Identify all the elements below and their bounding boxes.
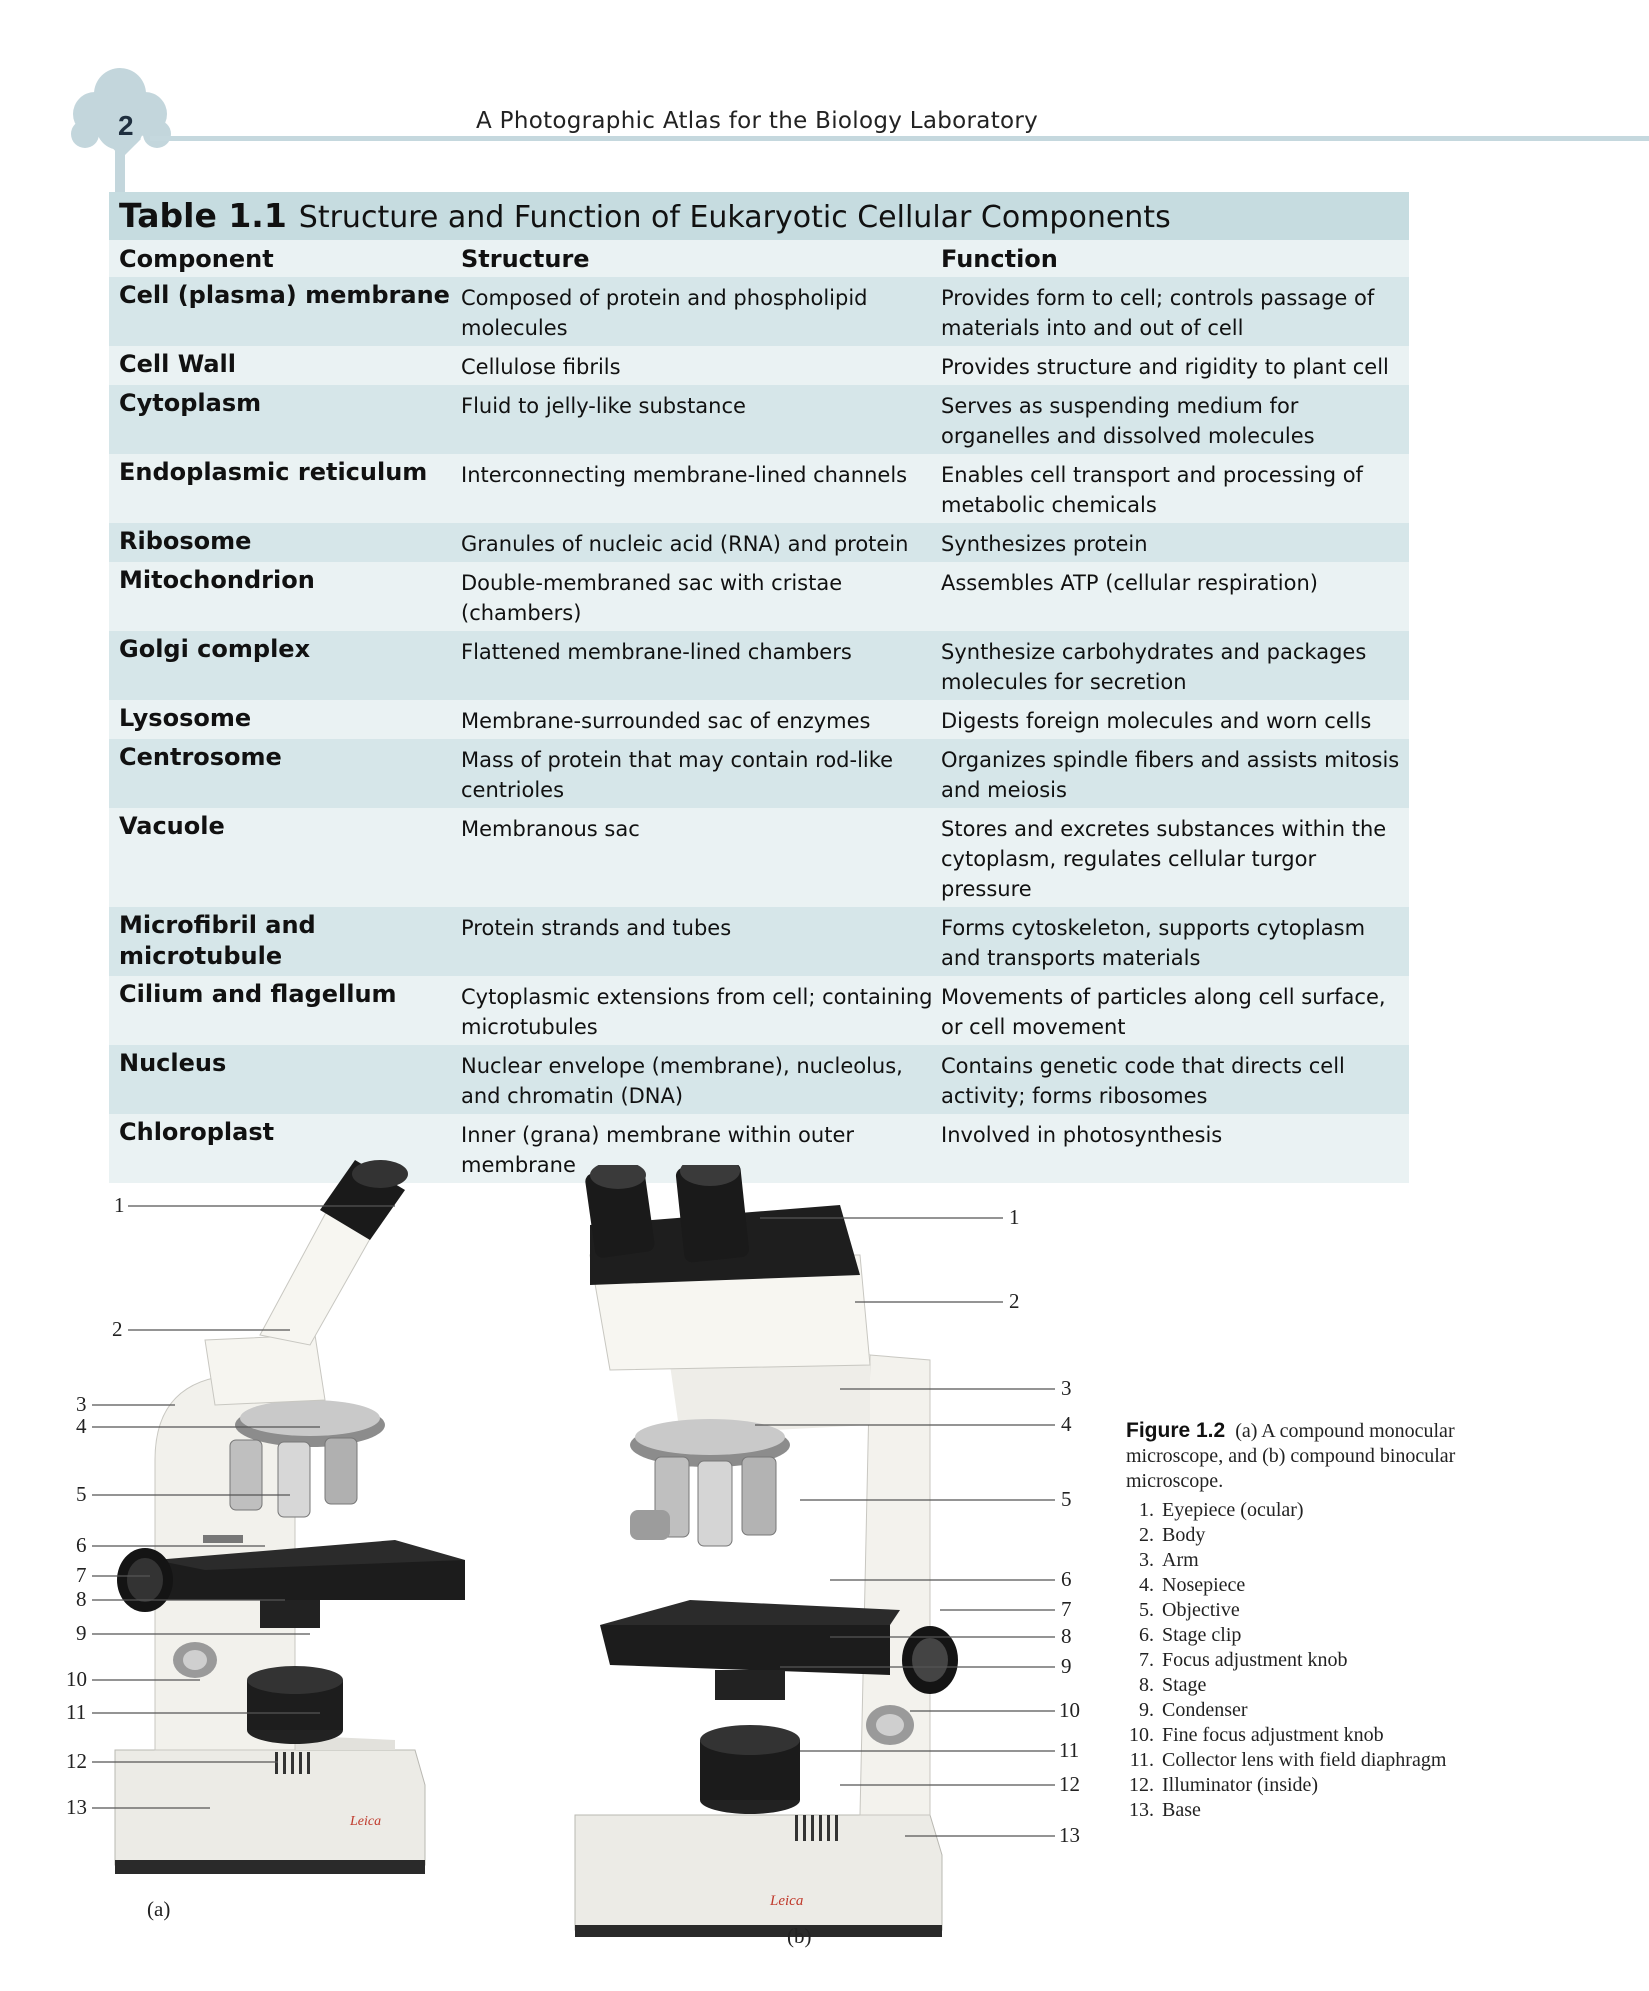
parts-list-item — [1126, 1623, 1456, 1648]
parts-list-item — [1126, 1798, 1456, 1823]
part-number: 6. — [1139, 1624, 1154, 1646]
table-header-row — [109, 240, 1409, 277]
callout-a-6: 6 — [76, 1533, 87, 1557]
function-cell: Provides form to cell; controls passage of materials into and out of cell — [941, 286, 1375, 340]
parts-list — [1126, 1498, 1456, 1823]
part-name: Body — [1162, 1524, 1206, 1546]
component-cell: Nucleus — [119, 1049, 227, 1077]
component-cell: Microfibril and microtubule — [119, 911, 316, 970]
structure-cell: Interconnecting membrane-lined channels — [461, 463, 908, 487]
table-row — [109, 277, 1409, 346]
structure-cell: Composed of protein and phospholipid molecules — [461, 286, 868, 340]
function-cell: Forms cytoskeleton, supports cytoplasm and transports materials — [941, 916, 1366, 970]
header-rule — [150, 136, 1649, 141]
component-cell: Cell (plasma) membrane — [119, 281, 450, 309]
part-number: 2. — [1139, 1524, 1154, 1546]
function-cell: Serves as suspending medium for organelles and dissolved molecules — [941, 394, 1315, 448]
parts-list-item — [1126, 1598, 1456, 1623]
table-row — [109, 907, 1409, 976]
function-cell: Contains genetic code that directs cell activity; forms ribosomes — [941, 1054, 1345, 1108]
table-row — [109, 454, 1409, 523]
parts-list-item — [1126, 1698, 1456, 1723]
part-number: 8. — [1139, 1674, 1154, 1696]
component-cell: Cilium and flagellum — [119, 980, 397, 1008]
column-header-structure: Structure — [461, 244, 590, 273]
callout-b-2: 2 — [1009, 1289, 1020, 1313]
part-name: Illuminator (inside) — [1162, 1774, 1319, 1796]
parts-list-item — [1126, 1498, 1456, 1523]
page-number: 2 — [118, 110, 134, 141]
figure-caption-text: (a) A compound monocular microscope, and (b) compound binocular microscope. — [1126, 1420, 1456, 1492]
callout-a-5: 5 — [76, 1482, 87, 1506]
running-head: A Photographic Atlas for the Biology Laboratory — [476, 108, 1039, 134]
table-row — [109, 523, 1409, 562]
callout-b-11: 11 — [1059, 1738, 1080, 1762]
part-number: 1. — [1139, 1499, 1154, 1521]
callout-a-1: 1 — [114, 1193, 125, 1217]
callout-b-7: 7 — [1061, 1597, 1072, 1621]
component-cell: Chloroplast — [119, 1118, 275, 1146]
table-title — [109, 192, 1409, 240]
structure-cell: Fluid to jelly-like substance — [461, 394, 746, 418]
part-number: 5. — [1139, 1599, 1154, 1621]
parts-list-item — [1126, 1723, 1456, 1748]
parts-list-item — [1126, 1773, 1456, 1798]
panel-a-label: (a) — [147, 1897, 171, 1921]
callout-b-4: 4 — [1061, 1412, 1072, 1436]
table-row — [109, 562, 1409, 631]
part-number: 13. — [1129, 1799, 1154, 1821]
part-name: Condenser — [1162, 1699, 1248, 1721]
table-row — [109, 808, 1409, 907]
part-number: 10. — [1129, 1724, 1154, 1746]
structure-cell: Cellulose fibrils — [461, 355, 621, 379]
callout-a-13: 13 — [66, 1795, 87, 1819]
table-title-text: Structure and Function of Eukaryotic Cellular Components — [298, 200, 1171, 235]
component-cell: Ribosome — [119, 527, 252, 555]
part-name: Collector lens with field diaphragm — [1162, 1749, 1447, 1771]
part-number: 4. — [1139, 1574, 1154, 1596]
column-header-component: Component — [119, 244, 274, 273]
callout-a-7: 7 — [76, 1563, 87, 1587]
callout-b-12: 12 — [1059, 1772, 1080, 1796]
function-cell: Synthesizes protein — [941, 532, 1148, 556]
table-number: Table 1.1 — [119, 196, 287, 235]
part-name: Eyepiece (ocular) — [1162, 1499, 1304, 1521]
component-cell: Golgi complex — [119, 635, 311, 663]
component-cell: Cytoplasm — [119, 389, 262, 417]
structure-cell: Membranous sac — [461, 817, 640, 841]
brand-mark-b: Leica — [770, 1893, 804, 1909]
callout-b-5: 5 — [1061, 1487, 1072, 1511]
function-cell: Assembles ATP (cellular respiration) — [941, 571, 1318, 595]
table-row — [109, 385, 1409, 454]
table-row — [109, 976, 1409, 1045]
function-cell: Organizes spindle fibers and assists mitosis and meiosis — [941, 748, 1400, 802]
callout-a-3: 3 — [76, 1392, 87, 1416]
function-cell: Provides structure and rigidity to plant cell — [941, 355, 1389, 379]
callout-a-12: 12 — [66, 1749, 87, 1773]
table-row — [109, 346, 1409, 385]
column-header-function: Function — [941, 244, 1058, 273]
part-name: Focus adjustment knob — [1162, 1649, 1348, 1671]
structure-cell: Nuclear envelope (membrane), nucleolus, and chromatin (DNA) — [461, 1054, 903, 1108]
function-cell: Synthesize carbohydrates and packages molecules for secretion — [941, 640, 1367, 694]
structure-cell: Flattened membrane-lined chambers — [461, 640, 852, 664]
cell-components-table — [109, 192, 1409, 1183]
component-cell: Mitochondrion — [119, 566, 315, 594]
function-cell: Digests foreign molecules and worn cells — [941, 709, 1372, 733]
panel-b-label: (b) — [787, 1924, 812, 1948]
part-name: Arm — [1162, 1549, 1199, 1571]
table-row — [109, 739, 1409, 808]
part-name: Stage — [1162, 1674, 1207, 1696]
part-name: Objective — [1162, 1599, 1240, 1621]
part-name: Stage clip — [1162, 1624, 1242, 1646]
table-row — [109, 631, 1409, 700]
component-cell: Centrosome — [119, 743, 282, 771]
structure-cell: Protein strands and tubes — [461, 916, 732, 940]
callout-a-10: 10 — [66, 1667, 87, 1691]
function-cell: Involved in photosynthesis — [941, 1123, 1223, 1147]
parts-list-item — [1126, 1673, 1456, 1698]
part-number: 7. — [1139, 1649, 1154, 1671]
callout-a-9: 9 — [76, 1621, 87, 1645]
structure-cell: Granules of nucleic acid (RNA) and protein — [461, 532, 909, 556]
callout-a-4: 4 — [76, 1414, 87, 1438]
table-row — [109, 700, 1409, 739]
component-cell: Cell Wall — [119, 350, 236, 378]
part-number: 11. — [1129, 1749, 1154, 1771]
callout-b-13: 13 — [1059, 1823, 1080, 1847]
callout-a-8: 8 — [76, 1587, 87, 1611]
parts-list-item — [1126, 1523, 1456, 1548]
component-cell: Endoplasmic reticulum — [119, 458, 428, 486]
callout-b-8: 8 — [1061, 1624, 1072, 1648]
parts-list-item — [1126, 1573, 1456, 1598]
parts-list-item — [1126, 1648, 1456, 1673]
structure-cell: Inner (grana) membrane within outer membrane — [461, 1123, 855, 1177]
parts-list-item — [1126, 1548, 1456, 1573]
part-number: 9. — [1139, 1699, 1154, 1721]
function-cell: Stores and excretes substances within the cytoplasm, regulates cellular turgor pressure — [941, 817, 1387, 901]
component-cell: Lysosome — [119, 704, 252, 732]
structure-cell: Double-membraned sac with cristae (chambers) — [461, 571, 843, 625]
callout-b-6: 6 — [1061, 1567, 1072, 1591]
table-body — [109, 277, 1409, 1183]
callout-b-10: 10 — [1059, 1698, 1080, 1722]
callout-b-3: 3 — [1061, 1376, 1072, 1400]
function-cell: Enables cell transport and processing of metabolic chemicals — [941, 463, 1363, 517]
structure-cell: Cytoplasmic extensions from cell; containing microtubules — [461, 985, 933, 1039]
brand-mark-a: Leica — [350, 1814, 382, 1829]
part-name: Fine focus adjustment knob — [1162, 1724, 1384, 1746]
figure-caption — [1126, 1418, 1456, 1823]
part-name: Nosepiece — [1162, 1574, 1246, 1596]
callout-b-9: 9 — [1061, 1654, 1072, 1678]
function-cell: Movements of particles along cell surface, or cell movement — [941, 985, 1386, 1039]
page-header — [0, 0, 1649, 200]
table-row — [109, 1045, 1409, 1114]
part-number: 12. — [1129, 1774, 1154, 1796]
structure-cell: Membrane-surrounded sac of enzymes — [461, 709, 871, 733]
figure-id: Figure 1.2 — [1126, 1419, 1226, 1442]
callout-a-2: 2 — [112, 1317, 123, 1341]
part-number: 3. — [1139, 1549, 1154, 1571]
callout-b-1: 1 — [1009, 1205, 1020, 1229]
callout-a-11: 11 — [66, 1700, 87, 1724]
structure-cell: Mass of protein that may contain rod-like centrioles — [461, 748, 894, 802]
parts-list-item — [1126, 1748, 1456, 1773]
component-cell: Vacuole — [119, 812, 225, 840]
part-name: Base — [1162, 1799, 1201, 1821]
